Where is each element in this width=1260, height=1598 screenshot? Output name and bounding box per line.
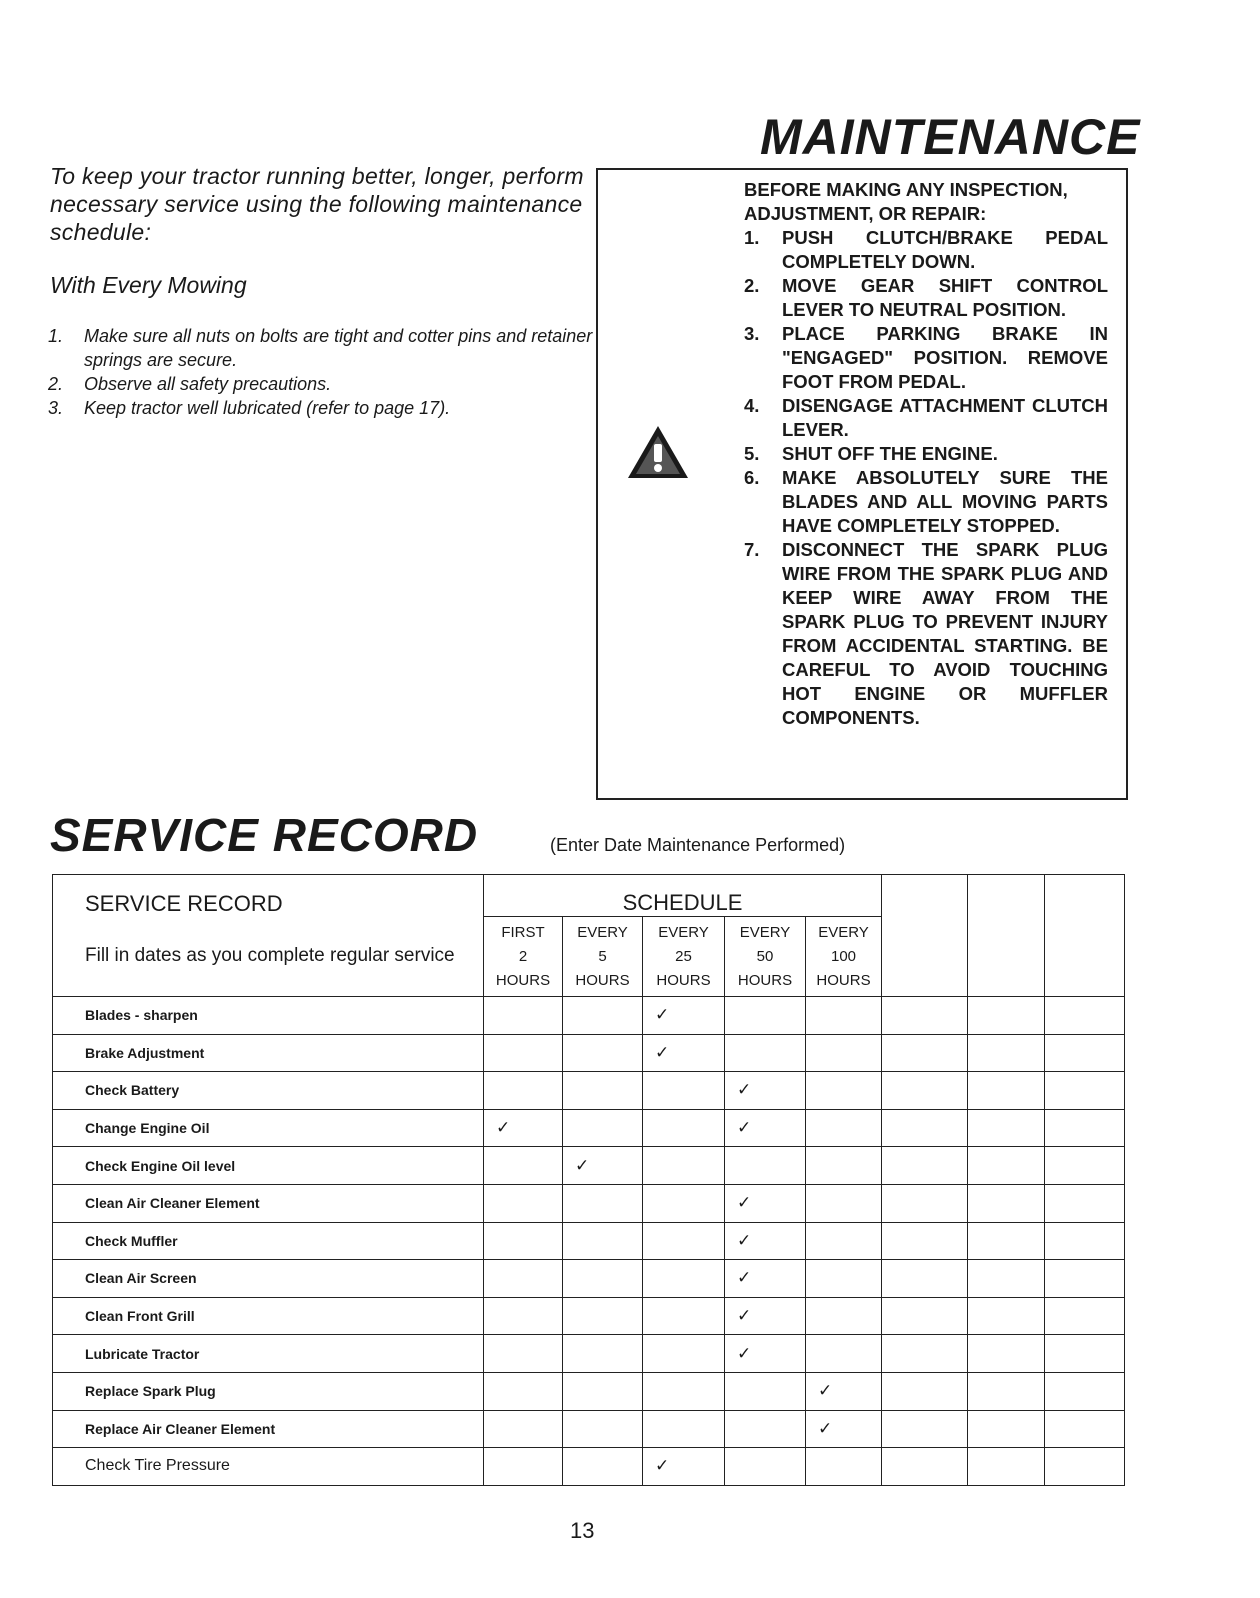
schedule-cell [725,1372,806,1410]
date-cell[interactable] [882,1448,968,1486]
date-cell[interactable] [882,1297,968,1335]
table-row [53,1034,1125,1072]
check-mark-icon: ✓ [643,1448,725,1486]
schedule-cell [643,1335,725,1373]
date-column[interactable] [968,875,1045,997]
check-mark-icon: ✓ [643,1034,725,1072]
list-item [48,324,608,372]
schedule-cell [563,1335,643,1373]
date-cell[interactable] [968,1297,1045,1335]
date-cell[interactable] [968,1372,1045,1410]
service-record-subtitle: (Enter Date Maintenance Performed) [550,835,846,855]
warning-step [744,538,1108,730]
date-cell[interactable] [968,1222,1045,1260]
schedule-cell [563,1109,643,1147]
task-name: Clean Front Grill [53,1297,484,1335]
warning-step-text: MAKE ABSOLUTELY SURE THE BLADES AND ALL MOVING PARTS HAVE COMPLETELY STOPPED. [782,467,1108,536]
date-cell[interactable] [1045,1410,1125,1448]
list-item-number: 2. [48,374,64,394]
table-row [53,997,1125,1035]
schedule-cell [484,1072,563,1110]
task-name: Blades - sharpen [53,997,484,1035]
interval-header-line1: FIRST [501,923,545,941]
task-name: Check Muffler [53,1222,484,1260]
date-cell[interactable] [1045,1109,1125,1147]
warning-triangle-icon [626,424,690,480]
check-mark-icon: ✓ [725,1184,806,1222]
date-cell[interactable] [1045,1072,1125,1110]
table-row [53,1147,1125,1185]
task-name: Clean Air Screen [53,1260,484,1298]
schedule-cell [563,1222,643,1260]
page-number: 13 [570,1518,595,1543]
schedule-cell [725,1147,806,1185]
schedule-cell [484,1448,563,1486]
schedule-cell [563,1184,643,1222]
date-cell[interactable] [882,1034,968,1072]
check-mark-icon: ✓ [725,1222,806,1260]
warning-step-number: 7. [744,539,760,560]
warning-step-number: 3. [744,323,760,344]
page-title: MAINTENANCE [760,109,1141,165]
warning-step-text: PUSH CLUTCH/BRAKE PEDAL COMPLETELY DOWN. [782,227,1108,272]
check-mark-icon: ✓ [725,1109,806,1147]
schedule-cell [484,1184,563,1222]
warning-step-text: DISENGAGE ATTACHMENT CLUTCH LEVER. [782,395,1108,440]
interval-header-line1: EVERY [577,923,628,941]
warning-step-number: 4. [744,395,760,416]
date-cell[interactable] [882,1184,968,1222]
check-mark-icon: ✓ [725,1335,806,1373]
warning-step [744,442,1108,466]
date-cell[interactable] [882,1222,968,1260]
check-mark-icon: ✓ [725,1072,806,1110]
schedule-cell [643,1410,725,1448]
schedule-cell [806,1260,882,1298]
task-name: Replace Air Cleaner Element [53,1410,484,1448]
schedule-cell [484,1222,563,1260]
interval-header [643,917,725,997]
schedule-cell [806,1448,882,1486]
date-cell[interactable] [968,1184,1045,1222]
schedule-cell [484,1410,563,1448]
check-mark-icon: ✓ [484,1109,563,1147]
date-cell[interactable] [968,1109,1045,1147]
warning-step-number: 2. [744,275,760,296]
fill-in-instructions: Fill in dates as you complete regular service [53,917,484,997]
schedule-cell [484,1335,563,1373]
list-item-number: 1. [48,326,64,346]
warning-step-text: MOVE GEAR SHIFT CONTROL LEVER TO NEUTRAL POSITION. [782,275,1108,320]
schedule-cell [643,1072,725,1110]
date-cell[interactable] [968,1072,1045,1110]
table-header-label: SERVICE RECORD [53,875,484,917]
date-cell[interactable] [882,1335,968,1373]
warning-step-number: 1. [744,227,760,248]
warning-text [744,178,1108,730]
date-cell[interactable] [968,1034,1045,1072]
every-mowing-list [48,324,608,420]
warning-step-number: 5. [744,443,760,464]
date-cell[interactable] [1045,1297,1125,1335]
schedule-cell [484,1260,563,1298]
task-name: Replace Spark Plug [53,1372,484,1410]
schedule-cell [563,1372,643,1410]
schedule-cell [725,997,806,1035]
list-item [48,396,608,420]
date-cell[interactable] [968,1448,1045,1486]
table-row [53,1184,1125,1222]
schedule-cell [806,997,882,1035]
warning-intro: BEFORE MAKING ANY INSPECTION, ADJUSTMENT, OR REPAIR: [744,179,1068,224]
schedule-cell [563,1260,643,1298]
warning-step-text: SHUT OFF THE ENGINE. [782,443,998,464]
table-row [53,1222,1125,1260]
table-row [53,1109,1125,1147]
date-cell[interactable] [882,1147,968,1185]
schedule-cell [806,1335,882,1373]
table-row [53,1335,1125,1373]
list-item-text: Make sure all nuts on bolts are tight and cotter pins and retainer springs are secure. [84,326,593,370]
schedule-cell [563,1448,643,1486]
schedule-cell [643,1222,725,1260]
date-cell[interactable] [968,1260,1045,1298]
date-cell[interactable] [1045,1222,1125,1260]
interval-header [484,917,563,997]
schedule-cell [563,1034,643,1072]
check-mark-icon: ✓ [563,1147,643,1185]
schedule-cell [643,1297,725,1335]
interval-header-line2: 5 [598,947,607,965]
interval-header [806,917,882,997]
date-cell[interactable] [882,1260,968,1298]
table-row [53,1372,1125,1410]
list-item-number: 3. [48,398,64,418]
schedule-cell [563,1072,643,1110]
schedule-cell [643,1109,725,1147]
warning-step [744,394,1108,442]
warning-step-number: 6. [744,467,760,488]
schedule-cell [484,1297,563,1335]
date-cell[interactable] [1045,997,1125,1035]
interval-header [725,917,806,997]
schedule-cell [563,1297,643,1335]
date-cell[interactable] [882,1109,968,1147]
date-cell[interactable] [882,1410,968,1448]
date-cell[interactable] [1045,1448,1125,1486]
service-record-title: SERVICE RECORD [50,809,479,861]
date-cell[interactable] [1045,1184,1125,1222]
table-row [53,1448,1125,1486]
date-column[interactable] [1045,875,1125,997]
check-mark-icon: ✓ [725,1297,806,1335]
schedule-cell [643,1260,725,1298]
list-item-text: Keep tractor well lubricated (refer to page 17). [84,398,451,418]
schedule-cell [806,1109,882,1147]
date-cell[interactable] [882,997,968,1035]
list-item [48,372,608,396]
date-cell[interactable] [968,1147,1045,1185]
task-name: Change Engine Oil [53,1109,484,1147]
schedule-cell [484,997,563,1035]
schedule-cell [806,1147,882,1185]
interval-header-line3: HOURS [656,971,711,989]
date-cell[interactable] [1045,1260,1125,1298]
interval-header-line3: HOURS [495,971,551,989]
date-cell[interactable] [968,1410,1045,1448]
intro-text: To keep your tractor running better, longer, perform necessary service using the following maintenance schedule: [50,163,584,245]
warning-step [744,466,1108,538]
table-row [53,1410,1125,1448]
table-row [53,1260,1125,1298]
interval-header [563,917,643,997]
check-mark-icon: ✓ [806,1410,882,1448]
warning-step-text: DISCONNECT THE SPARK PLUG WIRE FROM THE SPARK PLUG AND KEEP WIRE AWAY FROM THE SPARK PLUG TO PREVENT INJURY FROM ACCIDENTAL STARTING. BE CAREFUL TO AVOID TOUCHING HOT ENGINE OR MUFFLER COMPONENTS. [782,539,1108,728]
date-cell[interactable] [882,1072,968,1110]
schedule-cell [806,1184,882,1222]
warning-steps [744,226,1108,730]
date-cell[interactable] [968,1335,1045,1373]
table-row [53,1072,1125,1110]
schedule-cell [806,1297,882,1335]
task-name: Check Battery [53,1072,484,1110]
schedule-cell [484,1034,563,1072]
schedule-cell [643,1372,725,1410]
date-cell[interactable] [1045,1335,1125,1373]
list-item-text: Observe all safety precautions. [84,374,332,394]
schedule-cell [484,1147,563,1185]
warning-step-text: PLACE PARKING BRAKE IN "ENGAGED" POSITION. REMOVE FOOT FROM PEDAL. [782,323,1108,392]
task-name: Clean Air Cleaner Element [53,1184,484,1222]
task-name: Check Tire Pressure [53,1448,484,1486]
interval-header-line1: EVERY [818,923,869,941]
every-mowing-heading: With Every Mowing [50,272,247,298]
task-name: Check Engine Oil level [53,1147,484,1185]
check-mark-icon: ✓ [725,1260,806,1298]
table-schedule-label: SCHEDULE [484,875,882,917]
interval-header-line1: EVERY [658,923,709,941]
schedule-cell [806,1072,882,1110]
date-column[interactable] [882,875,968,997]
date-cell[interactable] [1045,1147,1125,1185]
schedule-cell [806,1222,882,1260]
schedule-cell [643,1147,725,1185]
schedule-cell [725,1448,806,1486]
task-name: Brake Adjustment [53,1034,484,1072]
date-cell[interactable] [1045,1034,1125,1072]
interval-header-line1: EVERY [739,923,791,941]
schedule-cell [563,997,643,1035]
table-row [53,1297,1125,1335]
warning-step [744,322,1108,394]
date-cell[interactable] [968,997,1045,1035]
schedule-cell [643,1184,725,1222]
schedule-cell [484,1372,563,1410]
interval-header-line2: 2 [518,947,528,965]
interval-header-line3: HOURS [737,971,793,989]
schedule-cell [563,1410,643,1448]
check-mark-icon: ✓ [643,997,725,1035]
schedule-cell [725,1034,806,1072]
task-name: Lubricate Tractor [53,1335,484,1373]
interval-header-line2: 50 [756,947,774,965]
interval-header-line3: HOURS [575,971,630,989]
date-cell[interactable] [882,1372,968,1410]
schedule-cell [806,1034,882,1072]
warning-step [744,226,1108,274]
schedule-cell [725,1410,806,1448]
interval-header-line2: 100 [831,947,857,965]
warning-step [744,274,1108,322]
service-record-table [52,874,1125,1486]
date-cell[interactable] [1045,1372,1125,1410]
interval-header-line2: 25 [675,947,692,965]
interval-header-line3: HOURS [816,971,871,989]
check-mark-icon: ✓ [806,1372,882,1410]
